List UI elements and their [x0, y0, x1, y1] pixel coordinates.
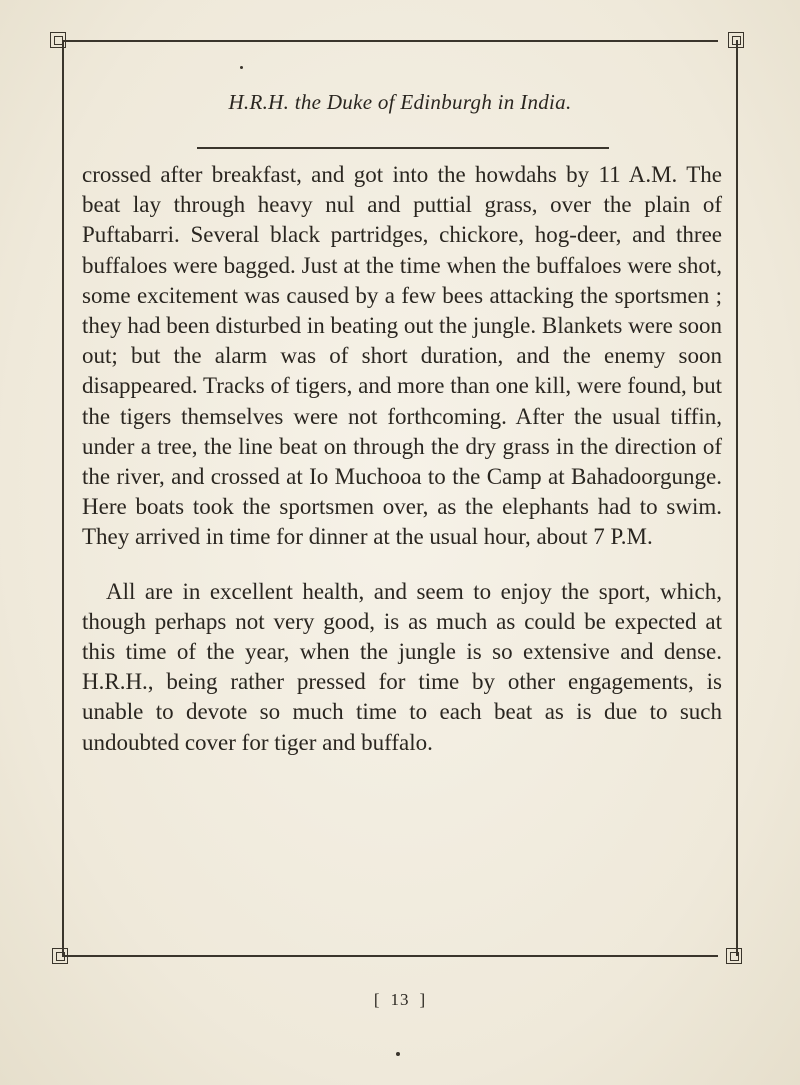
frame-corner-ornament-bottom-right	[726, 948, 742, 964]
ink-speck	[240, 66, 243, 69]
frame-corner-ornament-top-right	[728, 32, 744, 48]
page-number	[0, 990, 800, 1010]
frame-bottom-rule	[62, 955, 718, 957]
paragraph-2: All are in excellent health, and seem to enjoy the sport, which, though perhaps not very good, is as much as could be expected at this time of the year, when the jungle is so extensive and dense. H.R.H., being rather pressed for time by other engagements, is unable to devote so much time to each beat as is due to such undoubted cover for tiger and buffalo.	[82, 578, 722, 755]
running-header: H.R.H. the Duke of Edinburgh in India.	[228, 90, 572, 114]
paragraph-1: crossed after breakfast, and got into the howdahs by 11 A.M. The beat lay through heavy nul and puttial grass, over the plain of Puftabarri. Several black partridges, chickore, hog-deer, and three buffaloes were bagged. Just at the time when the buffaloes were shot, some excitement was caused by a few bees attacking the sportsmen ; they had been disturbed in beating out the jungle. Blankets were soon out; but the alarm was of short duration, and the enemy soon disappeared. Tracks of tigers, and more than one kill, were found, but the tigers themselves were not forthcoming. After the usual tiffin, under a tree, the line beat on through the dry grass in the direction of the river, and crossed at Io Muchooa to the Camp at Bahadoorgunge. Here boats took the sportsmen over, as the elephants had to swim. They arrived in time for dinner at the usual hour, about 7 P.M.	[82, 162, 723, 550]
frame-left-rule	[62, 40, 64, 956]
folio-bracket-close: ]	[419, 990, 427, 1009]
frame-corner-ornament-top-left	[50, 32, 66, 48]
body-text	[82, 160, 722, 758]
header-rule	[197, 147, 609, 149]
frame-corner-ornament-bottom-left	[52, 948, 68, 964]
frame-right-rule	[736, 40, 738, 956]
ink-speck	[396, 1052, 400, 1056]
frame-top-rule	[62, 40, 718, 42]
folio-number: 13	[390, 990, 410, 1009]
folio-bracket-open: [	[373, 990, 381, 1009]
